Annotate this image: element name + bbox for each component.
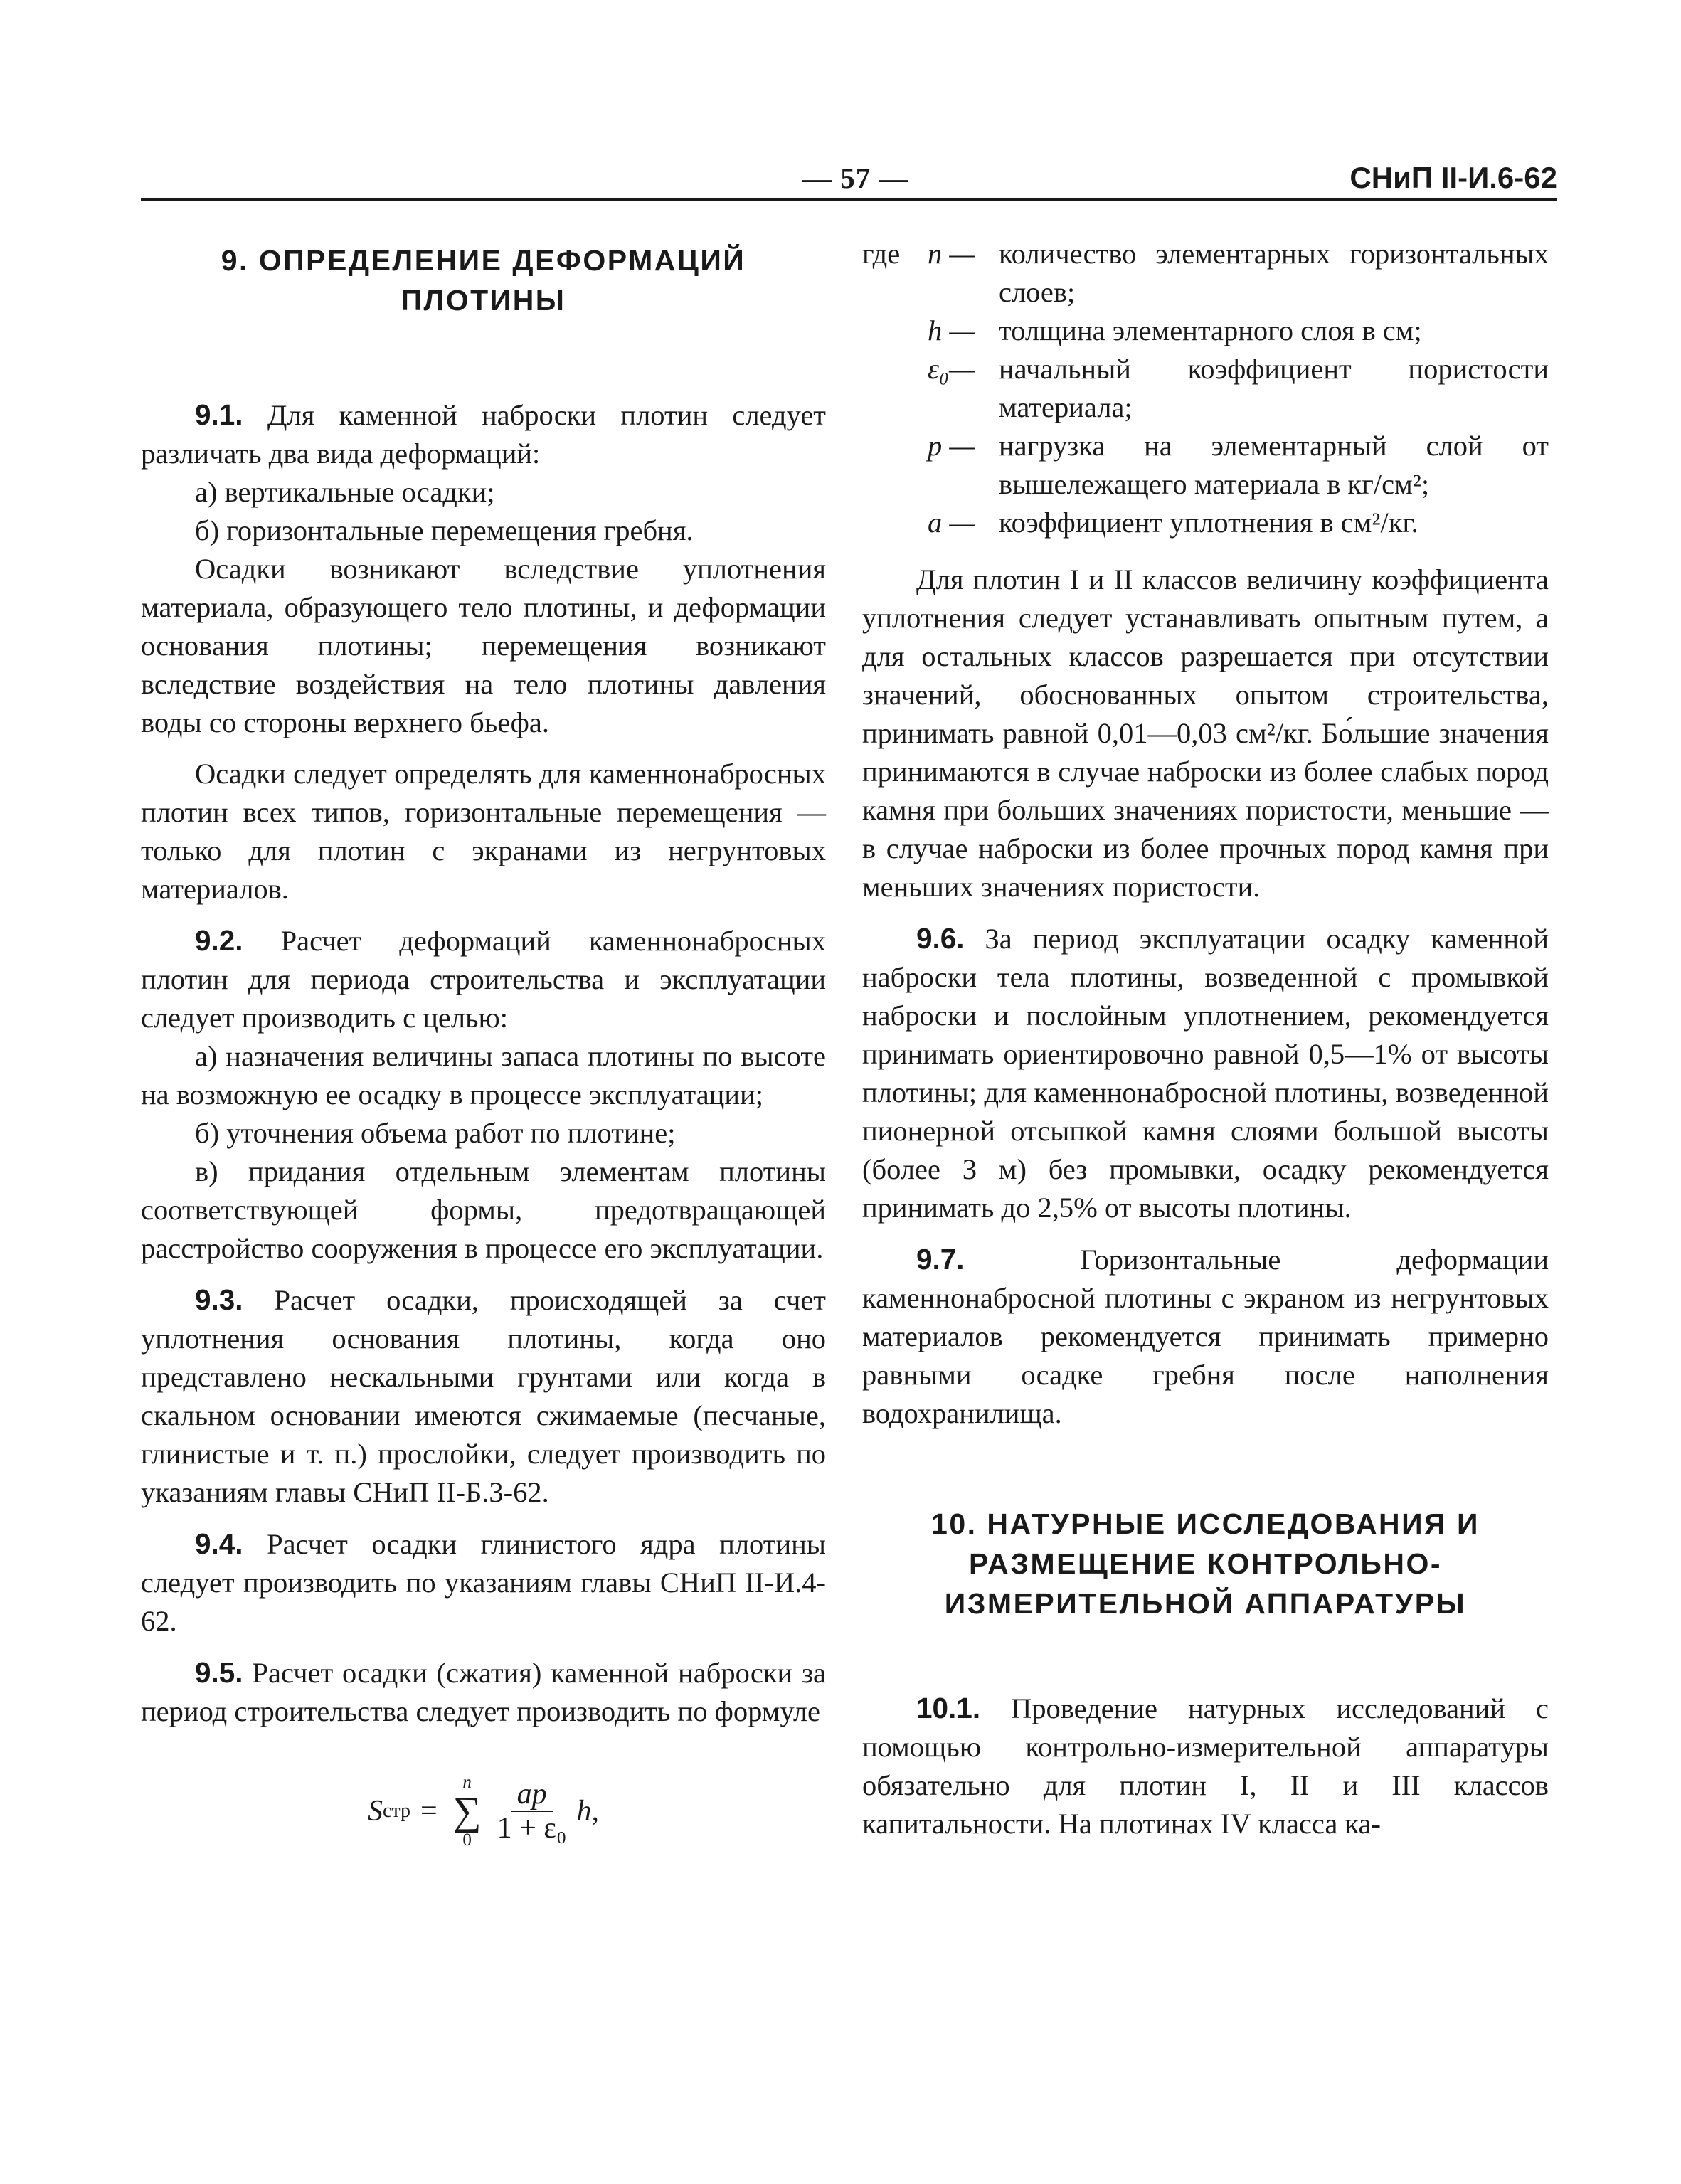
section-9-title: 9. ОПРЕДЕЛЕНИЕ ДЕФОРМАЦИЙ ПЛОТИНЫ: [221, 244, 746, 317]
paragraph-9-6: [862, 919, 1549, 1227]
definitions-list: [928, 235, 1549, 542]
definition-item: [928, 427, 1549, 504]
formula-lhs-subscript: стр: [382, 1800, 410, 1822]
page-number: — 57 —: [802, 161, 909, 194]
clause-number: 9.5.: [195, 1656, 243, 1689]
definition-symbol: p —: [928, 430, 975, 462]
paragraph-text: Расчет осадки глинистого ядра плотины следует производить по указаниям главы СНиП II-И.4-62.: [141, 1528, 827, 1637]
formula-tail: h,: [576, 1795, 600, 1828]
definition-item: [928, 312, 1549, 350]
paragraph-9-2: [141, 921, 826, 1037]
section-10-title: 10. НАТУРНЫЕ ИССЛЕДОВАНИЯ И РАЗМЕЩЕНИЕ КОНТРОЛЬНО-ИЗМЕРИТЕЛЬНОЙ АППАРАТУРЫ: [931, 1507, 1480, 1620]
header-rule: [141, 198, 1557, 201]
paragraph-text: Горизонтальные деформации каменнонабросной плотины с экраном из негрунтовых материалов рекомендуется принимать примерно равными осадке гребня после наполнения водохранилища.: [862, 1244, 1549, 1429]
variable-definitions: [862, 235, 1549, 542]
clause-number: 9.6.: [916, 922, 965, 955]
left-column: [141, 235, 826, 1849]
definition-text: нагрузка на элементарный слой от вышележащего материала в кг/см²;: [999, 430, 1549, 500]
definition-item: [928, 350, 1549, 427]
paragraph-text: Расчет осадки, происходящей за счет уплотнения основания плотины, когда оно представлено нескальными грунтами или когда в скальном основании имеются сжимаемые (песчаные, глинистые и т. п.) прослойки, следует производить по указаниям главы СНиП II-Б.3-62.: [141, 1284, 826, 1508]
clause-number: 9.3.: [195, 1283, 243, 1316]
definition-symbol: ε₀—: [928, 353, 975, 385]
paragraph-10-1: [862, 1689, 1549, 1843]
sum-upper-limit: n: [462, 1773, 472, 1792]
definition-symbol: a —: [928, 507, 975, 539]
paragraph-9-1: [141, 396, 826, 473]
definition-text: коэффициент уплотнения в см²/кг.: [999, 507, 1418, 539]
clause-number: 9.4.: [195, 1527, 243, 1560]
formula-equals: =: [420, 1795, 438, 1828]
clause-number: 9.1.: [195, 398, 243, 431]
document-code: СНиП II-И.6-62: [1349, 161, 1557, 194]
definition-text: начальный коэффициент пористости материала;: [999, 353, 1549, 423]
paragraph: Для плотин I и II классов величину коэффициента уплотнения следует устанавливать опытным путем, а для остальных классов разрешается при отсутствии значений, обоснованных опытом строительства, принимать равной 0,01—0,03 см²/кг. Бо́льшие значения принимаются в случае наброски из более слабых пород камня при больших значениях пористости, меньшие — в случае наброски из более прочных пород камня при меньших значениях пористости.: [862, 563, 1549, 903]
sum-lower-limit: 0: [462, 1830, 472, 1850]
fraction: [497, 1778, 567, 1845]
paragraph-9-7: [862, 1240, 1549, 1433]
paragraph: Осадки следует определять для каменнонабросных плотин всех типов, горизонтальные перемещения — только для плотин с экранами из негрунтовых материалов.: [141, 758, 826, 905]
definition-text: количество элементарных горизонтальных слоев;: [999, 238, 1549, 308]
definition-item: [928, 235, 1549, 312]
definition-text: толщина элементарного слоя в см;: [999, 314, 1422, 346]
paragraph-text: За период эксплуатации осадку каменной наброски тела плотины, возведенной с промывкой наброски и послойным уплотнением, рекомендуется принимать ориентировочно равной 0,5—1% от высоты плотины; для каменнонабросной плотины, возведенной пионерной отсыпкой камня слоями большой высоты (более 3 м) без промывки, осадку рекомендуется принимать до 2,5% от высоты плотины.: [862, 923, 1549, 1224]
paragraph: Осадки возникают вследствие уплотнения материала, образующего тело плотины, и деформации основания плотины; перемещения возникают вследствие воздействия на тело плотины давления воды со стороны верхнего бьефа.: [141, 553, 826, 738]
paragraph-text: Проведение натурных исследований с помощью контрольно-измерительной аппаратуры обязательно для плотин I, II и III классов капитальности. На плотинах IV класса ка-: [862, 1692, 1549, 1840]
definition-item: [928, 504, 1549, 542]
paragraph-text: Расчет осадки (сжатия) каменной наброски за период строительства следует производить по формуле: [141, 1657, 826, 1727]
paragraph-9-4: [141, 1525, 826, 1640]
fraction-numerator: ap: [511, 1778, 553, 1812]
list-item: а) вертикальные осадки;: [195, 476, 495, 508]
clause-number: 10.1.: [916, 1692, 981, 1724]
list-item: в) придания отдельным элементам плотины соответствующей формы, предотвращающей расстройство сооружения в процессе его эксплуатации.: [141, 1155, 826, 1264]
list-item: б) горизонтальные перемещения гребня.: [195, 514, 694, 546]
definition-symbol: h —: [928, 314, 975, 346]
summation: [453, 1774, 482, 1849]
formula-lhs: S: [367, 1795, 383, 1828]
where-label: где: [862, 238, 901, 270]
paragraph-text: Расчет деформаций каменнонабросных плотин для периода строительства и эксплуатации следует производить с целью:: [141, 925, 826, 1034]
paragraph-9-3: [141, 1281, 826, 1512]
list-item: б) уточнения объема работ по плотине;: [195, 1117, 676, 1149]
list-item: а) назначения величины запаса плотины по высоте на возможную ее осадку в процессе эксплуатации;: [141, 1040, 826, 1110]
paragraph-text: Для каменной наброски плотин следует различать два вида деформаций:: [141, 399, 826, 470]
settlement-formula: [141, 1774, 826, 1849]
fraction-denominator: 1 + ε₀: [497, 1812, 567, 1845]
right-column: [862, 235, 1549, 1843]
clause-number: 9.2.: [195, 924, 243, 957]
paragraph-9-5: [141, 1653, 826, 1731]
clause-number: 9.7.: [916, 1243, 965, 1276]
sum-sign: ∑: [452, 1789, 482, 1833]
definition-symbol: n —: [928, 238, 975, 270]
